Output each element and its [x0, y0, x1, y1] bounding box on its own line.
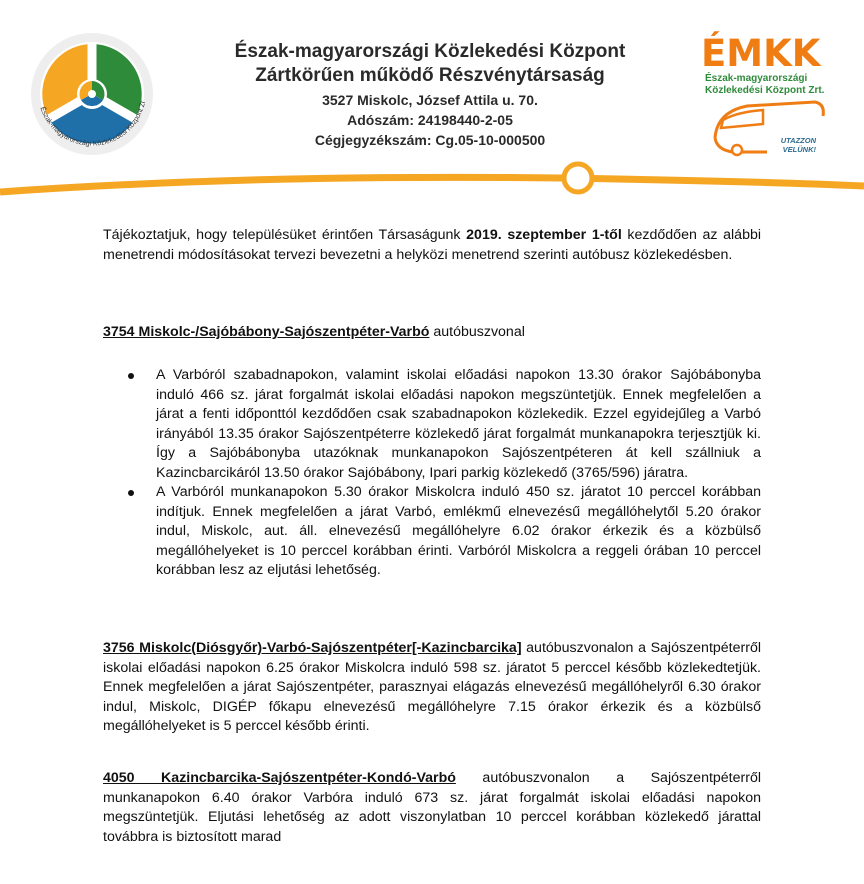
company-name: Észak-magyarországi Közlekedési Központ	[234, 41, 626, 62]
company-address: 3527 Miskolc, József Attila u. 70.	[322, 92, 538, 108]
registry-number: Cégjegyzékszám: Cg.05-10-000500	[314, 132, 546, 148]
divider-circle-icon	[564, 164, 592, 192]
svg-text:Észak-magyarországi Közlekedés: Észak-magyarországi Közlekedési Központ Zr	[38, 100, 148, 148]
bullet-icon	[128, 373, 134, 379]
route-3754-title: 3754 Miskolc-/Sajóbábony-Sajószentpéter-Varbó	[103, 324, 430, 340]
route-3756-paragraph	[103, 639, 761, 737]
route-4050-paragraph	[103, 769, 761, 847]
emkk-slogan-line2: VELÜNK!	[782, 145, 816, 154]
intro-text-after: kezdődően az alábbi menetrendi módosításokat tervezi bevezetni a helyközi menetrend szerinti autóbusz közlekedésben.	[103, 227, 761, 263]
intro-paragraph	[103, 226, 761, 265]
list-item	[103, 483, 761, 581]
route-3754-heading	[103, 323, 525, 343]
logo-left-ring-text	[30, 32, 154, 156]
route-3756-title: 3756 Miskolc(Diósgyőr)-Varbó-Sajószentpéter[-Kazincbarcika]	[103, 640, 522, 656]
bullet-icon	[128, 490, 134, 496]
emkk-slogan-line1: UTAZZON	[780, 136, 816, 145]
company-info	[170, 40, 690, 150]
emkk-subtitle	[705, 73, 824, 97]
effective-date: 2019. szeptember 1-től	[466, 227, 622, 243]
letterhead	[0, 0, 864, 200]
emkk-slogan	[760, 136, 816, 154]
list-item	[103, 366, 761, 483]
tax-number: Adószám: 24198440-2-05	[347, 112, 513, 128]
company-form: Zártkörűen működő Részvénytársaság	[255, 65, 605, 86]
emkk-subtitle-line2: Közlekedési Központ Zrt.	[705, 85, 825, 96]
route-4050-text: autóbuszvonalon a Sajószentpéterről munkanapokon 6.40 órakor Varbóra induló 673 sz. járat forgalmát iskolai előadási napokon megszüntetjük. Eljutási lehetőség az adott viszonylatban 10 perccel korábban közlekedő járattal továbbra is biztosított marad	[103, 770, 762, 845]
route-3756-text: autóbuszvonalon a Sajószentpéterről iskolai előadási napokon 6.25 órakor Miskolcra induló 598 sz. járatot 5 perccel később közlekedtetjük. Ennek megfelelően a járat Sajószentpéter, parasznyai elágazás elnevezésű megállóhelyről 6.30 órakor indul, Miskolc, DIGÉP főkapu elnevezésű megállóhelyre 7.15 órakor érkezik és a közbülső megállóhelyeket is 5 perccel később érinti.	[103, 640, 761, 734]
intro-text-before: Tájékoztatjuk, hogy településüket érintően Társaságunk	[103, 227, 467, 243]
emkk-logo	[697, 32, 847, 162]
emkk-subtitle-line1: Észak-magyarországi	[705, 73, 808, 84]
header-divider-line	[0, 160, 864, 200]
list-item-text: A Varbóról munkanapokon 5.30 órakor Miskolcra induló 450 sz. járatot 10 perccel korábban indítjuk. Ennek megfelelően a járat Varbó, emlékmű elnevezésű megállóhelytől 5.20 órakor indul, Miskolc, aut. áll. elnevezésű megállóhelyre 6.02 órakor érkezik és a közbülső megállóhelyeket is 10 perccel korábban érinti. Varbóról Miskolcra a reggeli órában 10 perccel korábban lesz az eljutási lehetőség.	[156, 484, 761, 578]
emkk-title: ÉMKK	[701, 32, 821, 75]
route-4050-title: 4050 Kazincbarcika-Sajószentpéter-Kondó-Varbó	[103, 770, 456, 786]
route-3754-changes	[103, 366, 761, 581]
bus-icon	[707, 98, 833, 164]
list-item-text: A Varbóról szabadnapokon, valamint iskolai előadási napokon 13.30 órakor Sajóbábonyba induló 466 sz. járat forgalmát iskolai előadási napokon megszüntetjük. Ennek megfelelően a járat a fenti időponttól kezdődően csak szabadnapokon közlekedik. Ezzel egyidejűleg a Varbó irányából 13.35 órakor Sajószentpéterre közlekedő járat forgalmát munkanapokra terjesztjük ki. Így a Sajóbábonyba utazóknak munkanapokon Sajószentpéteren át kell szállniuk a Kazincbarcikáról 13.50 órakor Sajóbábony, Ipari parkig közlekedő (3765/596) járatra.	[156, 367, 761, 481]
route-3754-suffix: autóbuszvonal	[429, 324, 525, 340]
